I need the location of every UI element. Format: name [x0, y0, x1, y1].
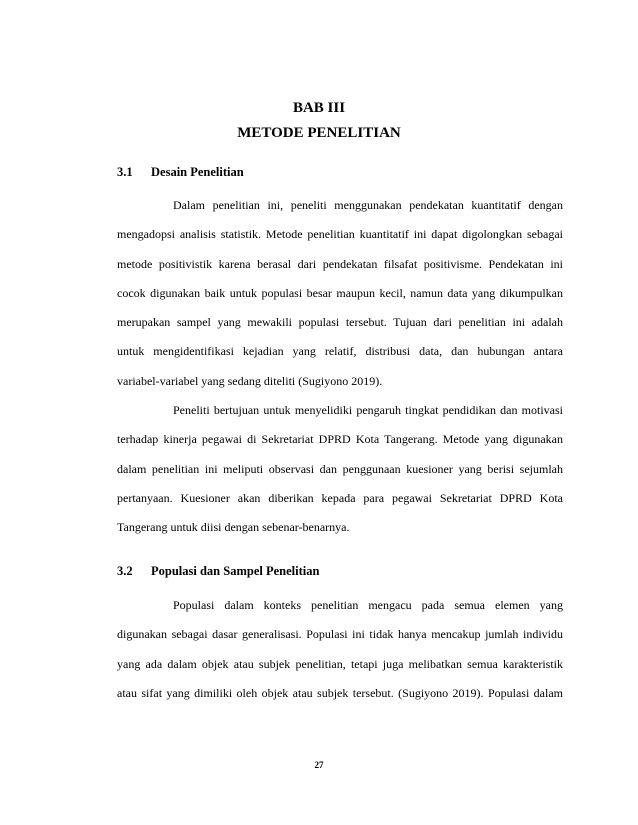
- paragraph-line: variabel-variabel yang sedang diteliti (Sugiyono 2019).: [117, 373, 383, 388]
- paragraph-line: metode positivistik karena berasal dari pendekatan filsafat positivisme. Pendekatan ini: [117, 256, 563, 271]
- chapter-title: METODE PENELITIAN: [237, 125, 401, 141]
- paragraph-desain-1: [117, 191, 563, 396]
- paragraph-line: Dalam penelitian ini, peneliti menggunakan pendekatan kuantitatif dengan: [173, 198, 563, 212]
- paragraph-line: yang ada dalam objek atau subjek penelitian, tetapi juga melibatkan semua karakteristik: [117, 656, 563, 671]
- paragraph-line: pertanyaan. Kuesioner akan diberikan kepada para pegawai Sekretariat DPRD Kota: [117, 490, 563, 505]
- section-title: Populasi dan Sampel Penelitian: [151, 564, 320, 578]
- paragraph-populasi-1: [117, 591, 563, 708]
- paragraph-line: dalam penelitian ini meliputi observasi dan penggunaan kuesioner yang berisi sejumlah: [117, 461, 563, 476]
- paragraph-line: terhadap kinerja pegawai di Sekretariat DPRD Kota Tangerang. Metode yang digunakan: [117, 432, 563, 447]
- paragraph-line: merupakan sampel yang mewakili populasi tersebut. Tujuan dari penelitian ini adalah: [117, 315, 563, 330]
- paragraph-line: untuk mengidentifikasi kejadian yang relatif, distribusi data, dan hubungan antara: [117, 344, 563, 359]
- paragraph-line: Populasi dalam konteks penelitian mengacu pada semua elemen yang: [173, 598, 563, 612]
- chapter-number: BAB III: [292, 100, 346, 116]
- section-title: Desain Penelitian: [151, 165, 244, 179]
- paragraph-desain-2: [117, 396, 563, 542]
- section-number: 3.2: [117, 564, 133, 578]
- paragraph-line: Tangerang untuk diisi dengan sebenar-benarnya.: [117, 520, 350, 535]
- page-number: 27: [314, 760, 324, 770]
- paragraph-line: mengadopsi analisis statistik. Metode penelitian kuantitatif ini dapat digolongkan sebagai: [117, 227, 563, 242]
- paragraph-line: cocok digunakan baik untuk populasi besar maupun kecil, namun data yang dikumpulkan: [117, 285, 563, 300]
- paragraph-line: Peneliti bertujuan untuk menyelidiki pengaruh tingkat pendidikan dan motivasi: [173, 403, 563, 417]
- section-heading-3-1: [117, 165, 244, 180]
- section-heading-3-2: [117, 564, 319, 579]
- paragraph-line: digunakan sebagai dasar generalisasi. Populasi ini tidak hanya mencakup jumlah individu: [117, 627, 563, 642]
- section-number: 3.1: [117, 165, 133, 179]
- paragraph-line: atau sifat yang dimiliki oleh objek atau subjek tersebut. (Sugiyono 2019). Populasi dalam: [117, 685, 563, 700]
